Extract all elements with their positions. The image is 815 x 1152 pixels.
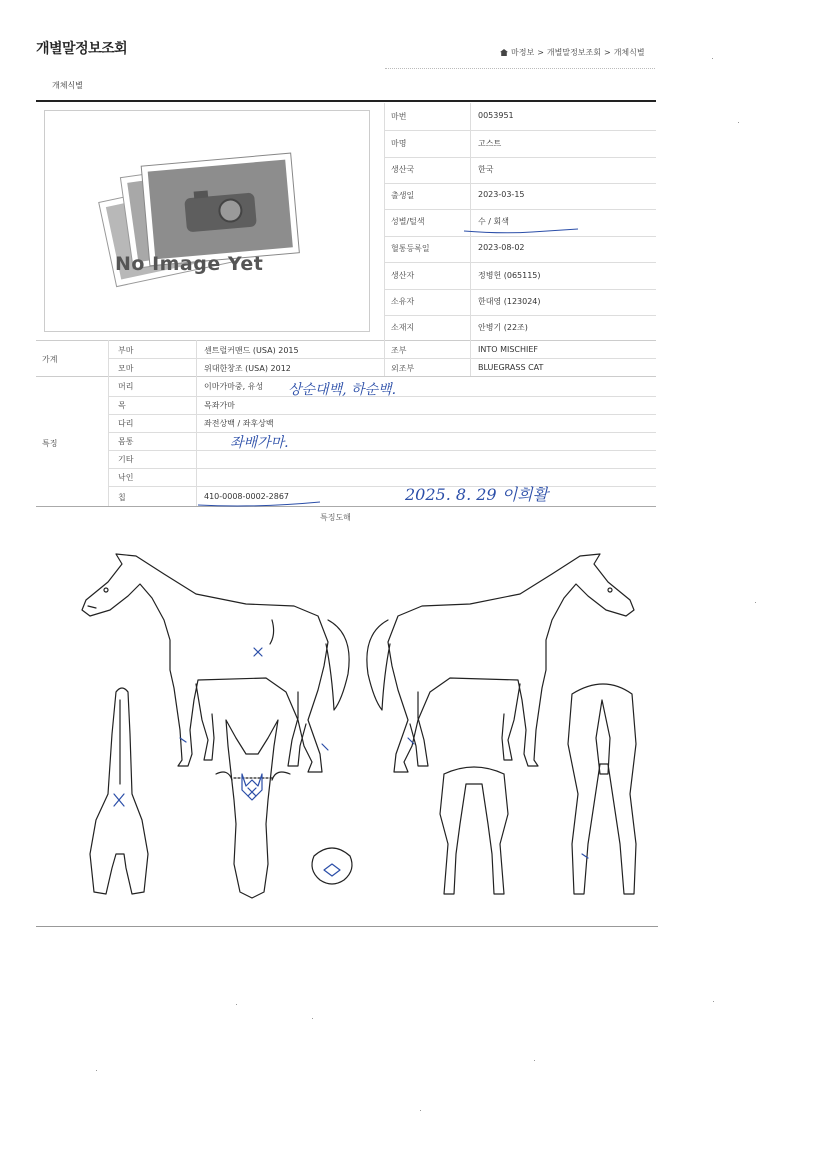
value-sire: 센트럴커맨드 (USA) 2015 (204, 346, 299, 355)
label-dam-sire: 외조부 (391, 364, 415, 373)
value-sex-color: 수 / 회색 (478, 217, 509, 226)
value-neck: 목좌가마 (204, 401, 235, 410)
table-rule (384, 183, 656, 184)
handwritten-underline (196, 497, 326, 509)
value-dam: 위대한창조 (USA) 2012 (204, 364, 291, 373)
horse-left-profile (82, 554, 349, 772)
table-divider (196, 340, 197, 506)
handwritten-head-note: 상순대백, 하순백. (288, 382, 397, 398)
table-divider (470, 340, 471, 376)
tab-identification[interactable]: 개체식별 (52, 81, 83, 90)
label-neck: 목 (118, 401, 126, 410)
label-dam: 모마 (118, 364, 134, 373)
table-rule (36, 376, 656, 377)
value-location: 안병기 (22조) (478, 323, 528, 332)
bottom-divider (36, 926, 658, 927)
value-country: 한국 (478, 165, 494, 174)
table-rule (384, 315, 656, 316)
page-title: 개별말정보조회 (36, 41, 128, 57)
table-rule (108, 414, 656, 415)
label-horse-name: 마명 (391, 139, 407, 148)
home-icon[interactable] (500, 49, 508, 56)
value-owner: 한대영 (123024) (478, 297, 541, 306)
table-divider (384, 340, 385, 376)
horse-photo (44, 110, 370, 332)
label-sire: 부마 (118, 346, 134, 355)
value-chip: 410-0008-0002-2867 (204, 492, 290, 501)
table-divider (384, 103, 385, 340)
table-rule (384, 209, 656, 210)
label-brand: 낙인 (118, 473, 134, 482)
value-legs: 좌전상백 / 좌후상백 (204, 419, 274, 428)
table-rule (108, 468, 656, 469)
label-birth-date: 출생일 (391, 191, 415, 200)
breadcrumb-separator: > (537, 48, 544, 57)
label-body: 몸통 (118, 437, 134, 446)
table-rule (384, 262, 656, 263)
table-rule (384, 289, 656, 290)
label-registration-date: 혈통등록일 (391, 244, 430, 253)
handwritten-underline (462, 222, 582, 236)
label-owner: 소유자 (391, 297, 415, 306)
table-rule (384, 236, 656, 237)
label-legs: 다리 (118, 419, 134, 428)
value-birth-date: 2023-03-15 (478, 190, 525, 199)
table-rule (108, 358, 656, 359)
table-divider (108, 340, 109, 506)
horse-head-front-view (216, 720, 290, 898)
value-head: 이마가마중, 유성 (204, 382, 264, 391)
table-rule (384, 130, 656, 131)
no-image-illustration (45, 111, 369, 331)
label-sex-color: 성별/털색 (391, 217, 425, 226)
value-registration-date: 2023-08-02 (478, 243, 525, 252)
value-breeder: 정병헌 (065115) (478, 271, 541, 280)
label-features: 특징 (42, 439, 58, 448)
handwritten-date-signature: 2025. 8. 29 이희활 (405, 485, 549, 504)
breadcrumb-item[interactable]: 개별말정보조회 (546, 48, 601, 57)
label-pedigree: 가계 (42, 355, 58, 364)
label-head: 머리 (118, 382, 134, 391)
horse-right-profile (367, 554, 634, 772)
value-horse-number: 0053951 (478, 111, 514, 120)
label-horse-number: 마번 (391, 112, 407, 121)
table-rule (36, 506, 656, 507)
table-rule (384, 157, 656, 158)
breadcrumb-item[interactable]: 마정보 (511, 48, 535, 57)
horse-muzzle-view (312, 848, 352, 884)
horse-rear-view (568, 684, 636, 894)
value-dam-sire: BLUEGRASS CAT (478, 363, 544, 372)
handwritten-body-note: 좌배가마. (230, 435, 289, 451)
breadcrumb-item[interactable]: 개체식별 (613, 48, 645, 57)
table-rule (108, 486, 656, 487)
breadcrumb-separator: > (604, 48, 611, 57)
identification-diagram (36, 524, 658, 928)
label-location: 소재지 (391, 323, 415, 332)
label-country: 생산국 (391, 165, 415, 174)
label-grandsire: 조부 (391, 346, 407, 355)
header-divider (385, 68, 655, 69)
value-horse-name: 고스트 (478, 139, 502, 148)
horse-top-view (90, 688, 148, 894)
horse-front-legs-view (440, 767, 508, 894)
label-other: 기타 (118, 455, 134, 464)
table-rule (36, 340, 656, 341)
diagram-caption: 특징도해 (320, 513, 351, 522)
table-rule (108, 450, 656, 451)
label-chip: 칩 (118, 493, 126, 502)
section-divider (36, 100, 656, 102)
no-image-text: No Image Yet (115, 253, 264, 275)
label-breeder: 생산자 (391, 271, 415, 280)
table-rule (108, 432, 656, 433)
value-grandsire: INTO MISCHIEF (478, 345, 539, 354)
breadcrumb (500, 47, 645, 58)
